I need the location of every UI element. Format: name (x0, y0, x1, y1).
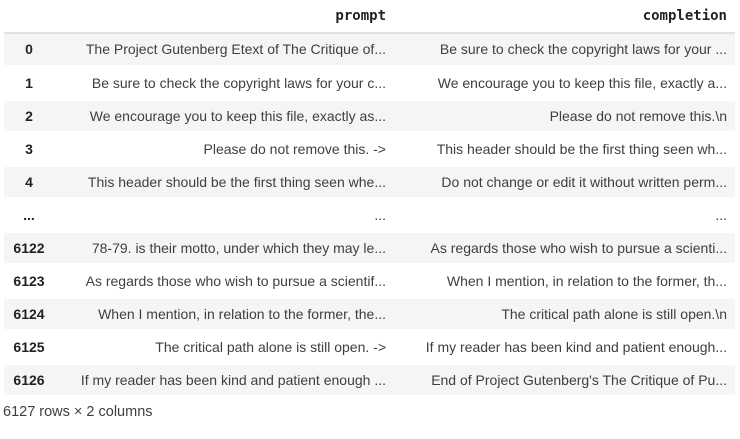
table-row (4, 264, 735, 297)
table-row (4, 99, 735, 132)
row-index: 6124 (4, 297, 54, 330)
row-index: 6122 (4, 231, 54, 264)
completion-cell: When I mention, in relation to the former, th... (394, 264, 735, 297)
table-row (4, 231, 735, 264)
shape-summary: 6127 rows × 2 columns (3, 403, 153, 420)
table-row (4, 363, 735, 396)
prompt-cell: Please do not remove this. -> (54, 132, 394, 165)
row-index: 3 (4, 132, 54, 165)
prompt-cell: We encourage you to keep this file, exactly as... (54, 99, 394, 132)
prompt-cell: The critical path alone is still open. -> (54, 330, 394, 363)
prompt-cell: If my reader has been kind and patient enough ... (54, 363, 394, 396)
completion-cell: If my reader has been kind and patient enough... (394, 330, 735, 363)
completion-cell: This header should be the first thing seen wh... (394, 132, 735, 165)
row-index: 1 (4, 66, 54, 99)
row-index: ... (4, 198, 54, 231)
prompt-cell: ... (54, 198, 394, 231)
completion-cell: Be sure to check the copyright laws for your ... (394, 33, 735, 66)
row-index: 6123 (4, 264, 54, 297)
table-row (4, 132, 735, 165)
row-index: 6125 (4, 330, 54, 363)
table-row (4, 165, 735, 198)
row-index: 6126 (4, 363, 54, 396)
index-column-header (4, 0, 54, 33)
column-header-completion: completion (394, 0, 735, 33)
completion-cell: Do not change or edit it without written perm... (394, 165, 735, 198)
table-row (4, 330, 735, 363)
completion-cell: We encourage you to keep this file, exactly a... (394, 66, 735, 99)
prompt-cell: When I mention, in relation to the former, the... (54, 297, 394, 330)
prompt-cell: As regards those who wish to pursue a scientif... (54, 264, 394, 297)
completion-cell: The critical path alone is still open.\n (394, 297, 735, 330)
dataframe-table (4, 0, 735, 398)
prompt-cell: 78-79. is their motto, under which they may le... (54, 231, 394, 264)
completion-cell: As regards those who wish to pursue a scienti... (394, 231, 735, 264)
completion-cell: Please do not remove this.\n (394, 99, 735, 132)
table-row-ellipsis (4, 198, 735, 231)
table-row (4, 33, 735, 66)
completion-cell: ... (394, 198, 735, 231)
table-row (4, 66, 735, 99)
prompt-cell: Be sure to check the copyright laws for your c... (54, 66, 394, 99)
prompt-cell: This header should be the first thing seen whe... (54, 165, 394, 198)
row-index: 0 (4, 33, 54, 66)
table-row (4, 297, 735, 330)
header-row (4, 0, 735, 33)
prompt-cell: The Project Gutenberg Etext of The Critique of... (54, 33, 394, 66)
completion-cell: End of Project Gutenberg's The Critique of Pu... (394, 363, 735, 396)
row-index: 4 (4, 165, 54, 198)
column-header-prompt: prompt (54, 0, 394, 33)
row-index: 2 (4, 99, 54, 132)
